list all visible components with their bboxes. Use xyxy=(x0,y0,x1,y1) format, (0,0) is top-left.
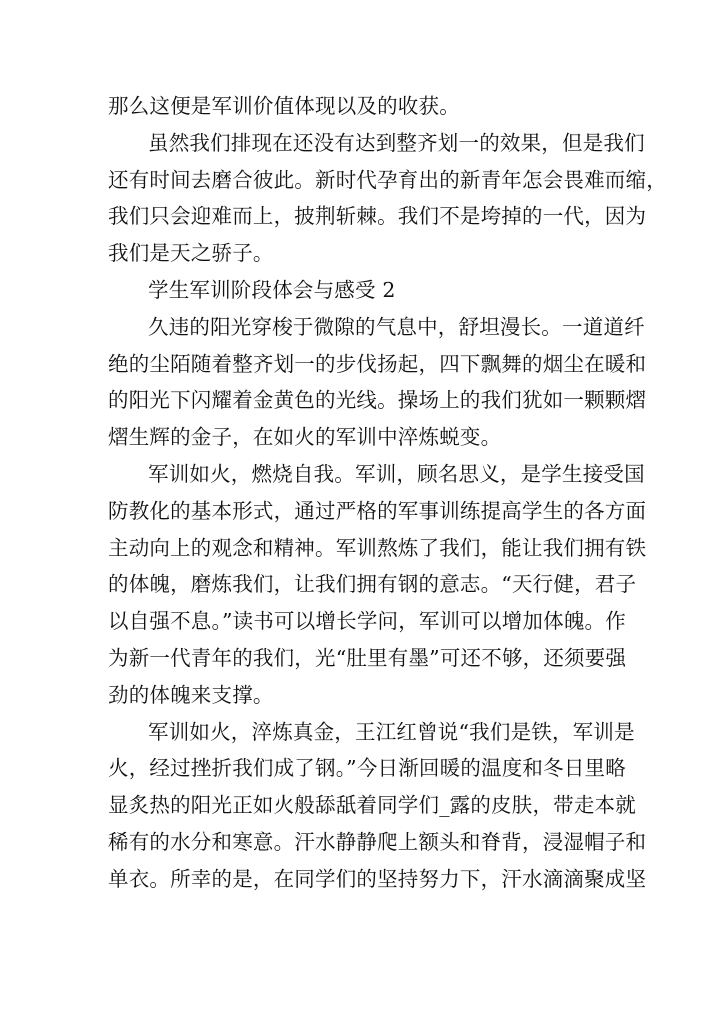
text-line-13: 主动向上的观念和精神。军训熬炼了我们，能让我们拥有铁 xyxy=(108,535,647,560)
text-line-12: 防教化的基本形式，通过严格的军事训练提高学生的各方面 xyxy=(108,498,647,523)
text-line-10: 熠生辉的金子，在如火的军训中淬炼蜕变。 xyxy=(108,425,502,450)
text-line-16: 为新一代青年的我们，光“肚里有墨”可还不够，还须要强 xyxy=(108,645,627,670)
text-line-4: 我们只会迎难而上，披荆斩棘。我们不是垮掉的一代，因为 xyxy=(108,204,647,229)
text-line-5: 我们是天之骄子。 xyxy=(108,241,274,266)
text-line-22: 单衣。所幸的是，在同学们的坚持努力下，汗水滴滴聚成坚 xyxy=(108,866,647,891)
text-line-14: 的体魄，磨炼我们，让我们拥有钢的意志。“天行健，君子 xyxy=(108,572,637,597)
text-line-18: 军训如火，淬炼真金，王江红曾说“我们是铁，军训是 xyxy=(148,719,635,744)
text-line-11: 军训如火，燃烧自我。军训，顾名思义，是学生接受国 xyxy=(148,461,645,486)
text-line-20: 显炙热的阳光正如火般舔舐着同学们_露的皮肤，带走本就 xyxy=(108,793,636,818)
section-heading: 学生军训阶段体会与感受 2 xyxy=(148,277,396,302)
text-line-9: 的阳光下闪耀着金黄色的光线。操场上的我们犹如一颗颗熠 xyxy=(108,388,647,413)
text-line-1: 那么这便是军训价值体现以及的收获。 xyxy=(108,94,460,118)
document-body xyxy=(108,88,667,898)
text-line-17: 劲的体魄来支撑。 xyxy=(108,682,274,707)
text-line-15: 以自强不息。”读书可以增长学问，军训可以增加体魄。作 xyxy=(108,609,626,634)
text-line-19: 火，经过挫折我们成了钢。”今日渐回暖的温度和冬日里略 xyxy=(108,756,626,781)
text-line-3: 还有时间去磨合彼此。新时代孕育出的新青年怎会畏难而缩， xyxy=(108,167,667,192)
text-line-2: 虽然我们排现在还没有达到整齐划一的效果，但是我们 xyxy=(148,130,645,155)
text-line-21: 稀有的水分和寒意。汗水静静爬上额头和脊背，浸湿帽子和 xyxy=(108,829,647,854)
text-line-7: 久违的阳光穿梭于微隙的气息中，舒坦漫长。一道道纤 xyxy=(148,314,645,339)
text-line-8: 绝的尘陌随着整齐划一的步伐扬起，四下飘舞的烟尘在暖和 xyxy=(108,351,647,376)
